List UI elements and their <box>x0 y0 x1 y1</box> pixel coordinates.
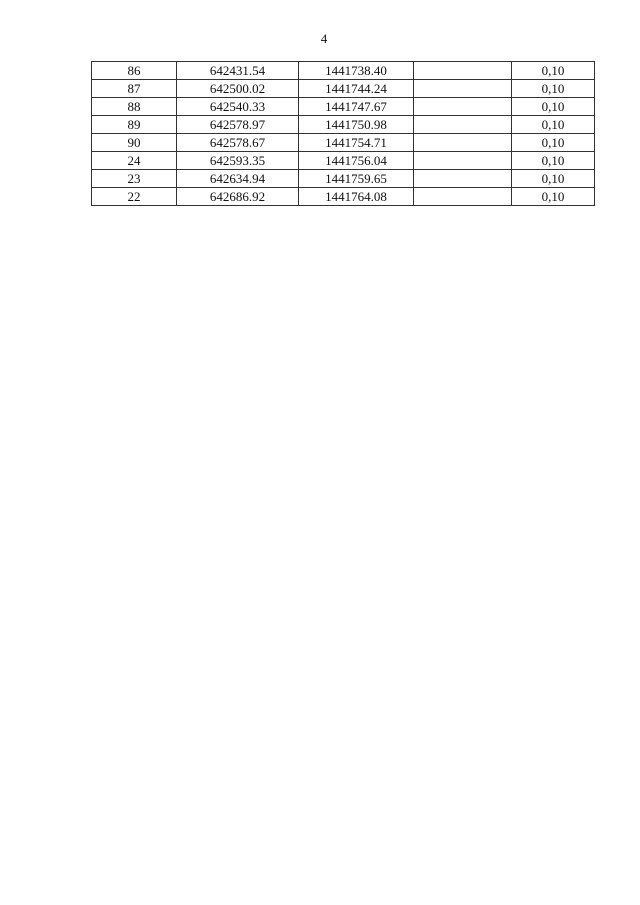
y-coordinate-cell: 1441756.04 <box>299 152 414 170</box>
table-row <box>92 188 595 206</box>
x-coordinate-cell: 642578.97 <box>177 116 299 134</box>
table-row <box>92 170 595 188</box>
x-coordinate-cell: 642431.54 <box>177 62 299 80</box>
y-coordinate-cell: 1441750.98 <box>299 116 414 134</box>
y-coordinate-cell: 1441738.40 <box>299 62 414 80</box>
point-number-cell: 86 <box>92 62 177 80</box>
point-number-cell: 87 <box>92 80 177 98</box>
x-coordinate-cell: 642634.94 <box>177 170 299 188</box>
y-coordinate-cell: 1441764.08 <box>299 188 414 206</box>
accuracy-cell: 0,10 <box>512 188 595 206</box>
y-coordinate-cell: 1441744.24 <box>299 80 414 98</box>
y-coordinate-cell: 1441754.71 <box>299 134 414 152</box>
point-number-cell: 90 <box>92 134 177 152</box>
x-coordinate-cell: 642500.02 <box>177 80 299 98</box>
x-coordinate-cell: 642578.67 <box>177 134 299 152</box>
accuracy-cell: 0,10 <box>512 116 595 134</box>
coordinates-table <box>91 61 595 206</box>
table-row <box>92 134 595 152</box>
accuracy-cell: 0,10 <box>512 134 595 152</box>
accuracy-cell: 0,10 <box>512 98 595 116</box>
empty-cell <box>414 134 512 152</box>
coordinates-table-body <box>92 62 595 206</box>
point-number-cell: 23 <box>92 170 177 188</box>
point-number-cell: 89 <box>92 116 177 134</box>
point-number-cell: 24 <box>92 152 177 170</box>
y-coordinate-cell: 1441747.67 <box>299 98 414 116</box>
point-number-cell: 22 <box>92 188 177 206</box>
x-coordinate-cell: 642686.92 <box>177 188 299 206</box>
table-row <box>92 116 595 134</box>
x-coordinate-cell: 642540.33 <box>177 98 299 116</box>
table-row <box>92 152 595 170</box>
table-row <box>92 98 595 116</box>
table-row <box>92 80 595 98</box>
empty-cell <box>414 80 512 98</box>
x-coordinate-cell: 642593.35 <box>177 152 299 170</box>
page-number: 4 <box>320 31 328 46</box>
point-number-cell: 88 <box>92 98 177 116</box>
table-row <box>92 62 595 80</box>
accuracy-cell: 0,10 <box>512 152 595 170</box>
empty-cell <box>414 62 512 80</box>
empty-cell <box>414 98 512 116</box>
empty-cell <box>414 152 512 170</box>
accuracy-cell: 0,10 <box>512 62 595 80</box>
y-coordinate-cell: 1441759.65 <box>299 170 414 188</box>
accuracy-cell: 0,10 <box>512 170 595 188</box>
empty-cell <box>414 116 512 134</box>
empty-cell <box>414 170 512 188</box>
accuracy-cell: 0,10 <box>512 80 595 98</box>
empty-cell <box>414 188 512 206</box>
